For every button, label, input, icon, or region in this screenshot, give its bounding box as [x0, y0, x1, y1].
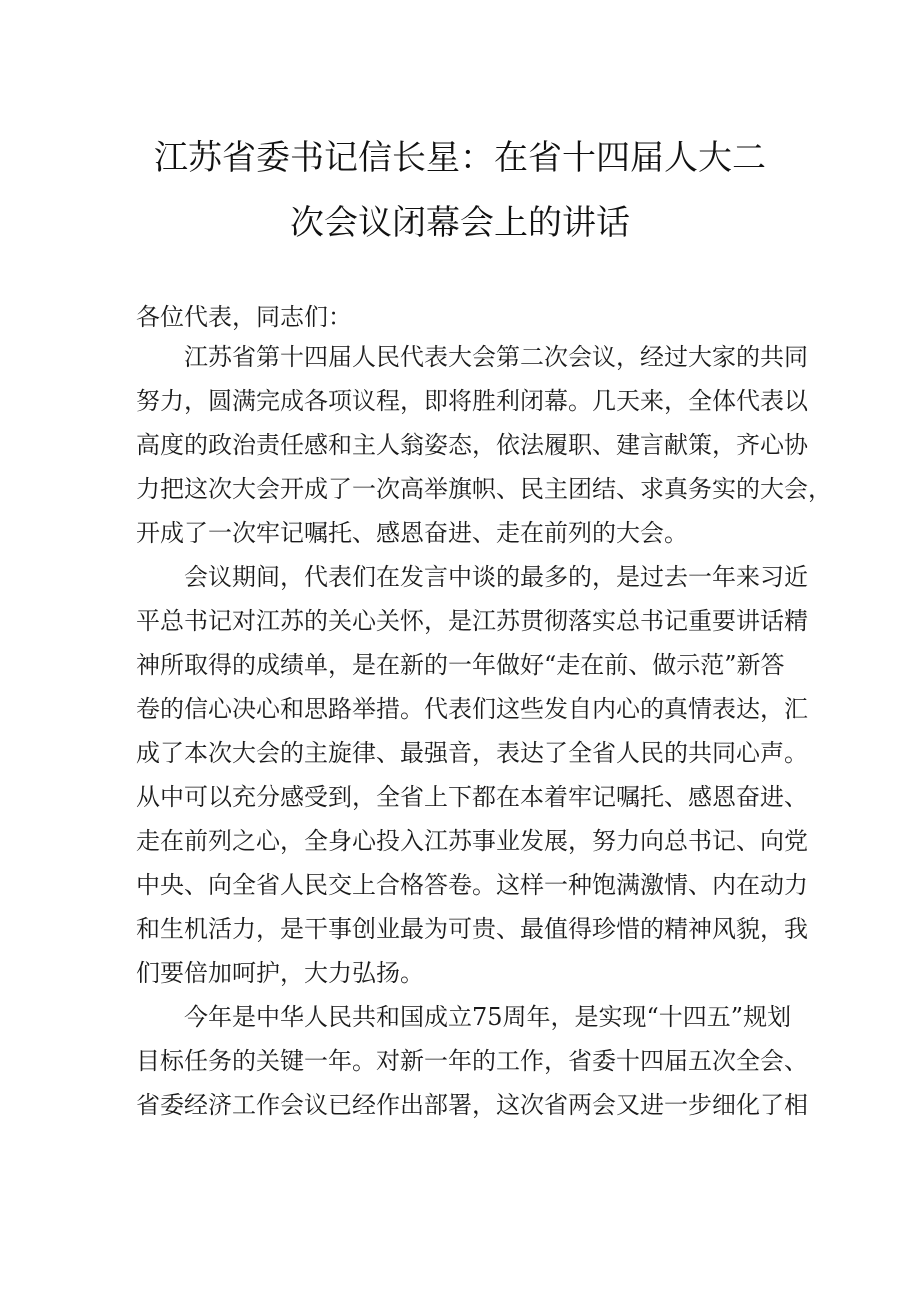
body-line: 今年是中华人民共和国成立75周年，是实现“十四五”规划 — [184, 1003, 792, 1031]
body-line: 走在前列之心，全身心投入江苏事业发展，努力向总书记、向党 — [136, 827, 808, 855]
body-line: 神所取得的成绩单，是在新的一年做好“走在前、做示范”新答 — [136, 651, 785, 679]
body-line: 目标任务的关键一年。对新一年的工作，省委十四届五次全会、 — [136, 1047, 808, 1075]
body-line: 高度的政治责任感和主人翁姿态，依法履职、建言献策，齐心协 — [136, 431, 808, 459]
body-line: 从中可以充分感受到，全省上下都在本着牢记嘱托、感恩奋进、 — [136, 783, 808, 811]
body-line: 开成了一次牢记嘱托、感恩奋进、走在前列的大会。 — [136, 519, 688, 547]
body-line: 们要倍加呵护，大力弘扬。 — [136, 959, 424, 987]
body-line: 平总书记对江苏的关心关怀，是江苏贯彻落实总书记重要讲话精 — [136, 607, 808, 635]
body-line: 会议期间，代表们在发言中谈的最多的，是过去一年来习近 — [184, 563, 808, 591]
salutation: 各位代表，同志们： — [136, 303, 352, 331]
body-line: 努力，圆满完成各项议程，即将胜利闭幕。几天来，全体代表以 — [136, 387, 808, 415]
body-line: 成了本次大会的主旋律、最强音，表达了全省人民的共同心声。 — [136, 739, 808, 767]
document-title-line-2: 次会议闭幕会上的讲话 — [290, 203, 630, 243]
body-line: 力把这次大会开成了一次高举旗帜、民主团结、求真务实的大会， — [136, 475, 832, 503]
body-line: 江苏省第十四届人民代表大会第二次会议，经过大家的共同 — [184, 343, 808, 371]
body-line: 中央、向全省人民交上合格答卷。这样一种饱满激情、内在动力 — [136, 871, 808, 899]
body-line: 卷的信心决心和思路举措。代表们这些发自内心的真情表达，汇 — [136, 695, 808, 723]
document-title-line-1: 江苏省委书记信长星：在省十四届人大二 — [154, 138, 766, 178]
body-line: 省委经济工作会议已经作出部署，这次省两会又进一步细化了相 — [136, 1091, 808, 1119]
body-line: 和生机活力，是干事创业最为可贵、最值得珍惜的精神风貌，我 — [136, 915, 808, 943]
